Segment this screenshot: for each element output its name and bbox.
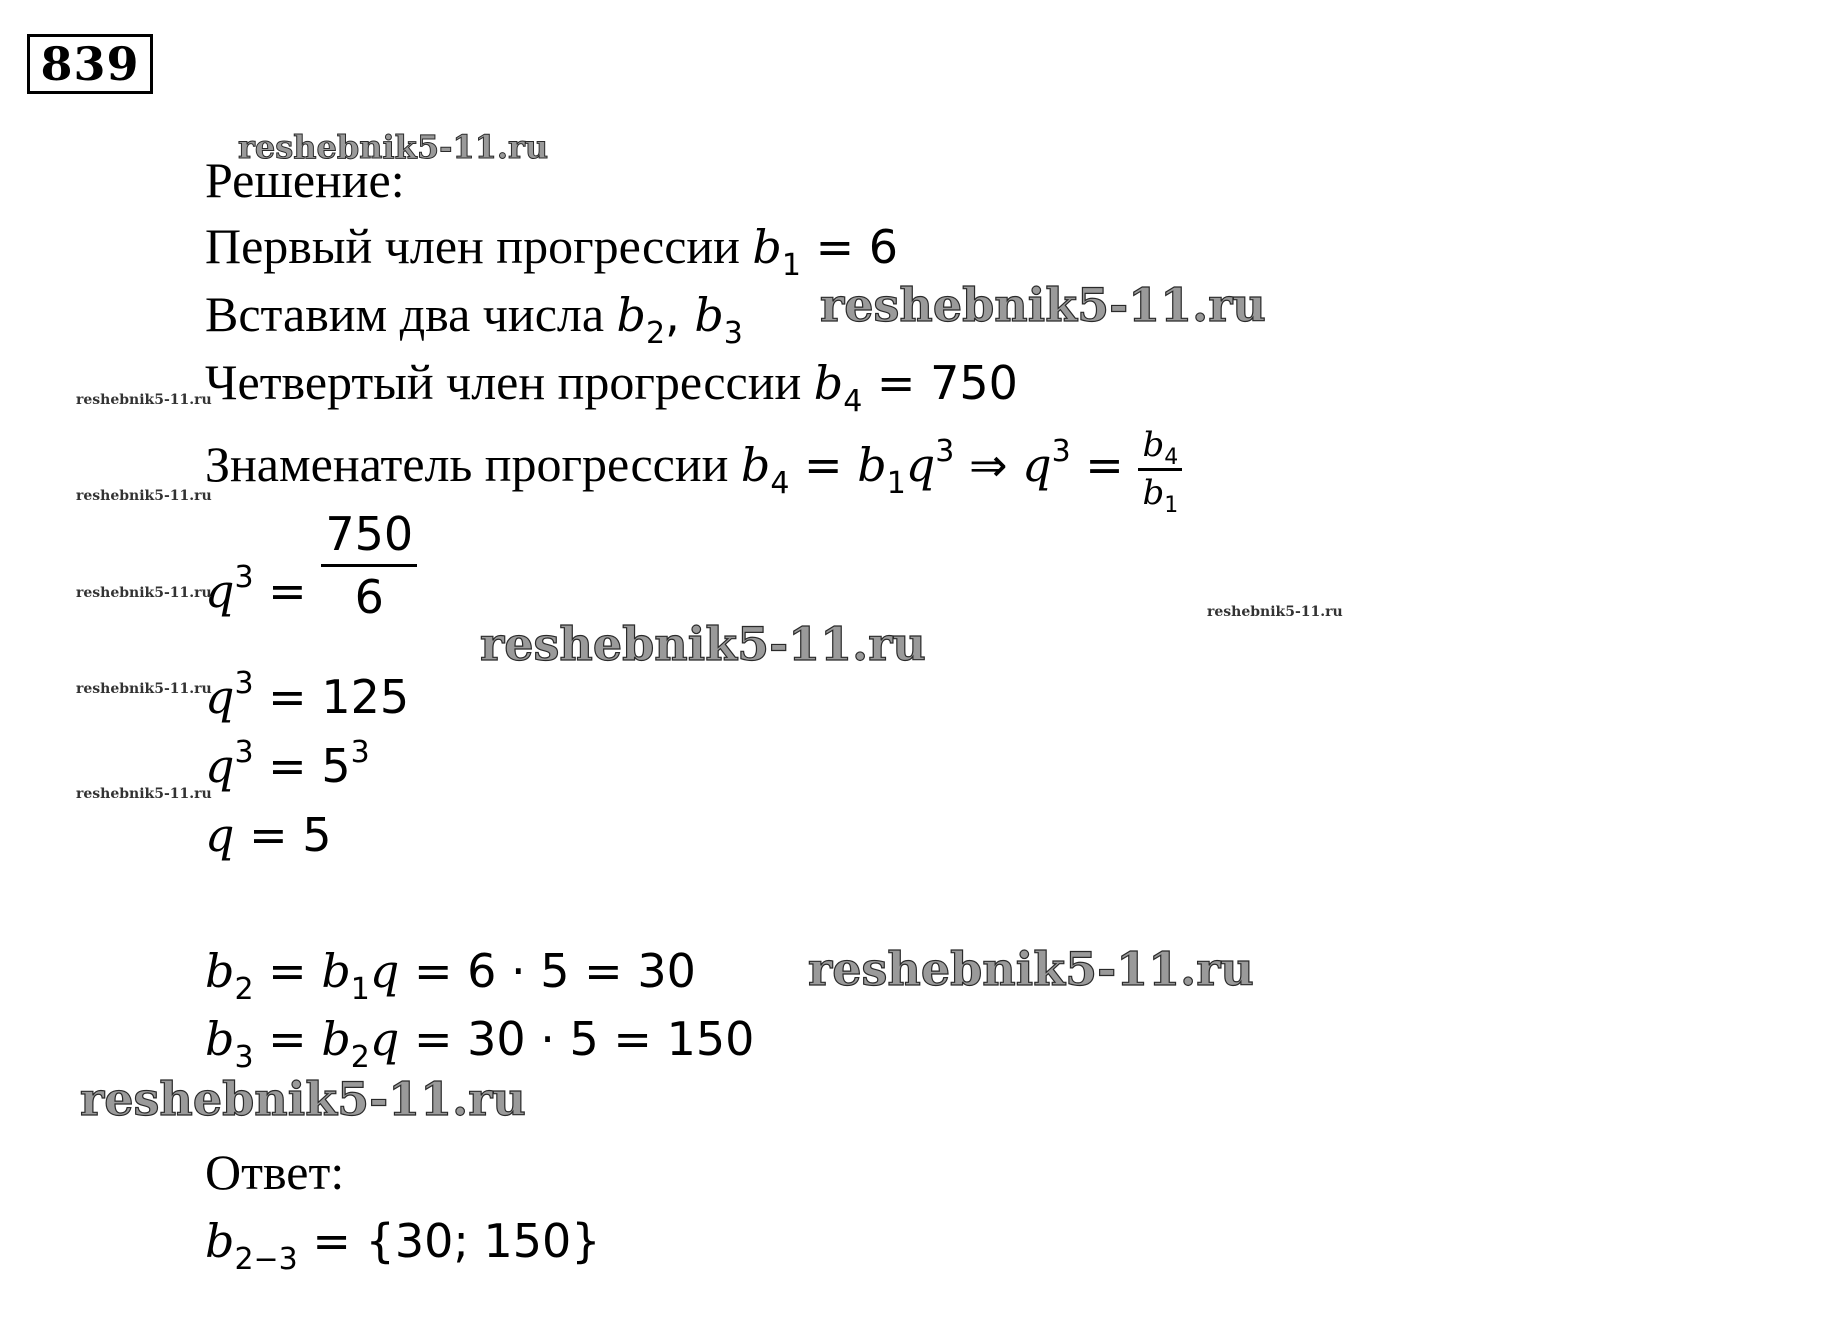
watermark: reshebnik5-11.ru	[238, 128, 549, 166]
equation-rest: = 750	[862, 356, 1018, 410]
equation-rest: = 125	[253, 670, 410, 724]
calc-fraction-line	[205, 507, 417, 625]
first-term-text: Первый член прогрессии	[205, 218, 753, 274]
sub-index: 3	[234, 1040, 254, 1075]
answer-label: Ответ:	[205, 1144, 345, 1200]
watermark: reshebnik5-11.ru	[1207, 604, 1343, 620]
equals: =	[253, 564, 322, 618]
numerator: 750	[325, 507, 414, 562]
equation-rest: = 6 · 5 = 30	[399, 944, 696, 998]
problem-number: 839	[27, 34, 153, 94]
equation-rest: = 30 · 5 = 150	[399, 1012, 755, 1066]
sub-index: 2	[645, 316, 666, 351]
watermark: reshebnik5-11.ru	[76, 786, 212, 802]
var-q: q	[205, 808, 235, 862]
fourth-term-text: Четвертый член прогрессии	[205, 354, 814, 410]
sub-index: 1	[350, 972, 370, 1007]
var-q: q	[369, 944, 400, 998]
var-q: q	[905, 437, 936, 492]
sup-power: 3	[234, 666, 254, 701]
var-q: q	[1022, 437, 1052, 492]
equation-rest: = 5	[234, 808, 332, 862]
var-b: b	[321, 944, 351, 998]
var-b: b	[857, 437, 887, 492]
var-b: b	[205, 1214, 235, 1268]
fraction-bar	[321, 564, 417, 567]
sub-index: 4	[770, 465, 790, 501]
sub-index: 4	[1164, 445, 1179, 470]
calc-5cubed-line	[205, 735, 370, 796]
ratio-line	[205, 425, 1182, 518]
sub-index: 3	[723, 316, 743, 351]
var-q: q	[205, 564, 235, 618]
insert-numbers-line	[205, 284, 743, 351]
var-b: b	[740, 437, 771, 492]
fourth-term-line	[205, 352, 1018, 419]
var-b: b	[205, 1012, 235, 1066]
equals: =	[1070, 437, 1139, 492]
sub-index: 1	[886, 465, 906, 501]
var-q: q	[369, 1012, 400, 1066]
comma: ,	[665, 288, 695, 342]
equation-rest: = 5	[253, 739, 351, 793]
implies-arrow: ⇒	[954, 437, 1023, 492]
sup-power: 3	[350, 735, 370, 770]
watermark: reshebnik5-11.ru	[76, 585, 212, 601]
calc-b3-line	[205, 1008, 755, 1075]
sub-index: 2	[350, 1040, 370, 1075]
watermark: reshebnik5-11.ru	[76, 681, 212, 697]
denominator: 6	[354, 570, 384, 625]
calc-b2-line	[205, 940, 696, 1007]
sub-index: 1	[781, 248, 801, 283]
calc-125-line	[205, 666, 409, 727]
answer-line	[205, 1210, 601, 1277]
var-b: b	[205, 944, 235, 998]
var-b: b	[321, 1012, 351, 1066]
first-term-line	[205, 216, 899, 283]
sup-power: 3	[935, 433, 955, 469]
watermark: reshebnik5-11.ru	[76, 488, 212, 504]
answer-set: = {30; 150}	[297, 1214, 601, 1268]
var-b: b	[752, 220, 782, 274]
var-q: q	[205, 739, 235, 793]
sup-power: 3	[1051, 433, 1071, 469]
var-b: b	[1142, 425, 1165, 465]
sub-index: 2−3	[234, 1242, 298, 1277]
sub-index: 1	[1164, 493, 1179, 518]
ratio-text: Знаменатель прогрессии	[205, 435, 741, 492]
watermark: reshebnik5-11.ru	[808, 942, 1254, 996]
sub-index: 2	[234, 972, 254, 1007]
equals: =	[253, 1012, 322, 1066]
var-b: b	[694, 288, 724, 342]
equation-rest: = 6	[800, 220, 899, 274]
sup-power: 3	[234, 735, 254, 770]
var-b: b	[813, 356, 844, 410]
insert-numbers-text: Вставим два числа	[205, 286, 617, 342]
equals: =	[253, 944, 322, 998]
var-b: b	[616, 288, 646, 342]
watermark: reshebnik5-11.ru	[80, 1072, 526, 1126]
equals: =	[789, 437, 858, 492]
sup-power: 3	[234, 560, 254, 595]
fraction-b4-b1	[1138, 425, 1182, 518]
watermark: reshebnik5-11.ru	[480, 617, 926, 671]
watermark: reshebnik5-11.ru	[76, 392, 212, 408]
calc-q-line	[205, 804, 332, 865]
sub-index: 4	[843, 384, 863, 419]
watermark: reshebnik5-11.ru	[820, 278, 1266, 332]
var-q: q	[205, 670, 235, 724]
solution-heading: Решение:	[205, 152, 405, 208]
var-b: b	[1142, 473, 1165, 513]
fraction-750-6	[321, 506, 417, 625]
